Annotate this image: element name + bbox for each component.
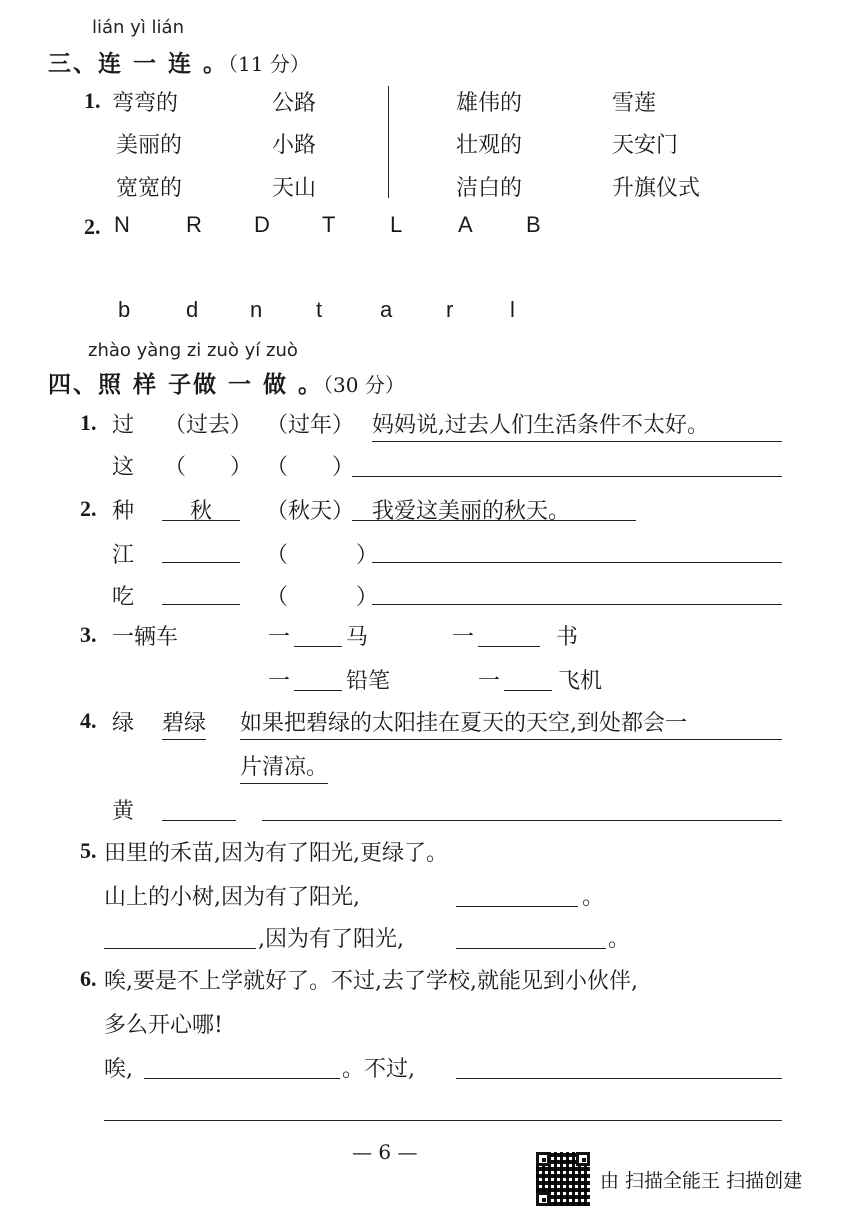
q4-5-period: 。 [608, 927, 631, 952]
q3-1-number: 1. [84, 88, 101, 113]
q4-2-blank[interactable] [162, 604, 240, 605]
section4-score: （30 分） [323, 373, 405, 397]
q4-2-example-word: （秋天） [266, 499, 355, 524]
measure-blank[interactable] [504, 690, 552, 691]
q4-6-blank[interactable] [456, 1078, 782, 1079]
q4-1-task-paren2: （ ） [266, 455, 355, 480]
q4-1-task-char: 这 [112, 455, 135, 480]
measure-noun: 飞机 [558, 669, 603, 694]
measure-prefix: 一 [268, 669, 291, 694]
section4-title: 四、照 样 子做 一 做 。 [48, 371, 324, 398]
q4-2-task-char-2: 吃 [112, 585, 135, 610]
left-noun-2: 小路 [272, 133, 317, 158]
scanner-watermark: 由 扫描全能王 扫描创建 [600, 1170, 803, 1192]
q4-1-example-word1: （过去） [164, 413, 253, 438]
left-adj-3: 宽宽的 [116, 176, 183, 201]
left-adj-1: 弯弯的 [112, 91, 179, 116]
right-adj-2: 壮观的 [456, 133, 523, 158]
q4-4-example-sentence-line1: 如果把碧绿的太阳挂在夏天的天空,到处都会一 [240, 706, 782, 740]
lower-letter: a [380, 297, 393, 322]
q4-2-example-blank [162, 520, 240, 521]
q4-1-example-sentence: 妈妈说,过去人们生活条件不太好。 [372, 408, 782, 442]
q4-2-example-sentence: 我爱这美丽的秋天。 [372, 499, 571, 524]
measure-blank[interactable] [294, 646, 342, 647]
upper-letter: L [390, 212, 403, 237]
right-adj-3: 洁白的 [456, 176, 523, 201]
q3-2-number: 2. [84, 214, 101, 239]
q4-2-task-char-1: 江 [112, 543, 135, 568]
lower-letter: b [118, 297, 131, 322]
q4-5-period: 。 [582, 885, 605, 910]
q4-1-answer-line[interactable] [352, 476, 782, 477]
q4-1-example-word2: （过年） [266, 413, 355, 438]
upper-letter: R [186, 212, 202, 237]
measure-blank[interactable] [478, 646, 540, 647]
paren-open: （ [266, 543, 289, 568]
q4-4-number: 4. [80, 708, 97, 733]
q4-4-example-char: 绿 [112, 711, 135, 736]
q4-5-blank[interactable] [456, 948, 606, 949]
q4-6-blank-full[interactable] [104, 1120, 782, 1121]
q4-5-blank[interactable] [104, 948, 256, 949]
measure-noun: 铅笔 [346, 669, 391, 694]
q4-6-example-line2: 多么开心哪! [104, 1013, 223, 1038]
measure-noun: 书 [556, 625, 579, 650]
paren-close: ） [356, 543, 379, 568]
q4-3-number: 3. [80, 622, 97, 647]
q4-2-example-answer: 秋 [190, 499, 213, 524]
q4-4-example-word: 碧绿 [162, 706, 206, 740]
q4-2-example-char: 种 [112, 499, 135, 524]
section4-pinyin: zhào yàng zi zuò yí zuò [88, 340, 298, 361]
q4-2-blank[interactable] [162, 562, 240, 563]
lower-letter: n [250, 297, 263, 322]
q4-2-answer-line[interactable] [372, 562, 782, 563]
q4-6-task-start: 唉, [104, 1057, 133, 1082]
left-noun-3: 天山 [272, 176, 317, 201]
measure-blank[interactable] [294, 690, 342, 691]
upper-letter: T [322, 212, 336, 237]
right-noun-3: 升旗仪式 [612, 176, 701, 201]
q4-5-number: 5. [80, 838, 97, 863]
matching-divider [388, 86, 389, 198]
measure-noun: 马 [346, 625, 369, 650]
upper-letter: B [526, 212, 541, 237]
upper-letter: D [254, 212, 270, 237]
measure-prefix: 一 [478, 669, 501, 694]
section3-heading [48, 45, 310, 78]
q4-3-example: 一辆车 [112, 625, 179, 650]
q4-1-example-char: 过 [112, 413, 135, 438]
lower-letter: d [186, 297, 199, 322]
section3-score: （11 分） [228, 52, 310, 76]
left-noun-1: 公路 [272, 91, 317, 116]
q4-6-blank[interactable] [144, 1078, 340, 1079]
q4-4-sentence-blank[interactable] [262, 820, 782, 821]
section3-pinyin: lián yì lián [92, 17, 184, 38]
right-noun-1: 雪莲 [612, 91, 657, 116]
q4-1-number: 1. [80, 410, 97, 435]
lower-letter: r [446, 297, 454, 322]
q4-5-line2-prefix: 山上的小树,因为有了阳光, [104, 885, 360, 910]
section4-heading [48, 366, 405, 399]
left-adj-2: 美丽的 [116, 133, 183, 158]
q4-5-blank[interactable] [456, 906, 578, 907]
q4-1-task-paren1: （ ） [164, 455, 253, 480]
page-number: — 6 — [352, 1140, 418, 1164]
q4-2-number: 2. [80, 496, 97, 521]
q4-5-example: 田里的禾苗,因为有了阳光,更绿了。 [104, 841, 448, 866]
q4-4-word-blank[interactable] [162, 820, 236, 821]
upper-letter: N [114, 212, 130, 237]
measure-prefix: 一 [268, 625, 291, 650]
qr-code-icon [536, 1152, 590, 1206]
q4-2-answer-line[interactable] [372, 604, 782, 605]
q4-5-line3-middle: ,因为有了阳光, [258, 927, 404, 952]
lower-letter: l [510, 297, 515, 322]
q4-6-example-line1: 唉,要是不上学就好了。不过,去了学校,就能见到小伙伴, [104, 969, 638, 994]
section3-title: 三、连 一 连 。 [48, 50, 229, 77]
measure-prefix: 一 [452, 625, 475, 650]
right-noun-2: 天安门 [612, 133, 679, 158]
q4-4-task-char: 黄 [112, 799, 135, 824]
lower-letter: t [316, 297, 323, 322]
paren-open: （ [266, 585, 289, 610]
right-adj-1: 雄伟的 [456, 91, 523, 116]
upper-letter: A [458, 212, 473, 237]
paren-close: ） [356, 585, 379, 610]
q4-4-example-sentence-line2: 片清凉。 [240, 750, 328, 784]
q4-6-number: 6. [80, 966, 97, 991]
q4-6-task-middle: 。不过, [342, 1057, 415, 1082]
